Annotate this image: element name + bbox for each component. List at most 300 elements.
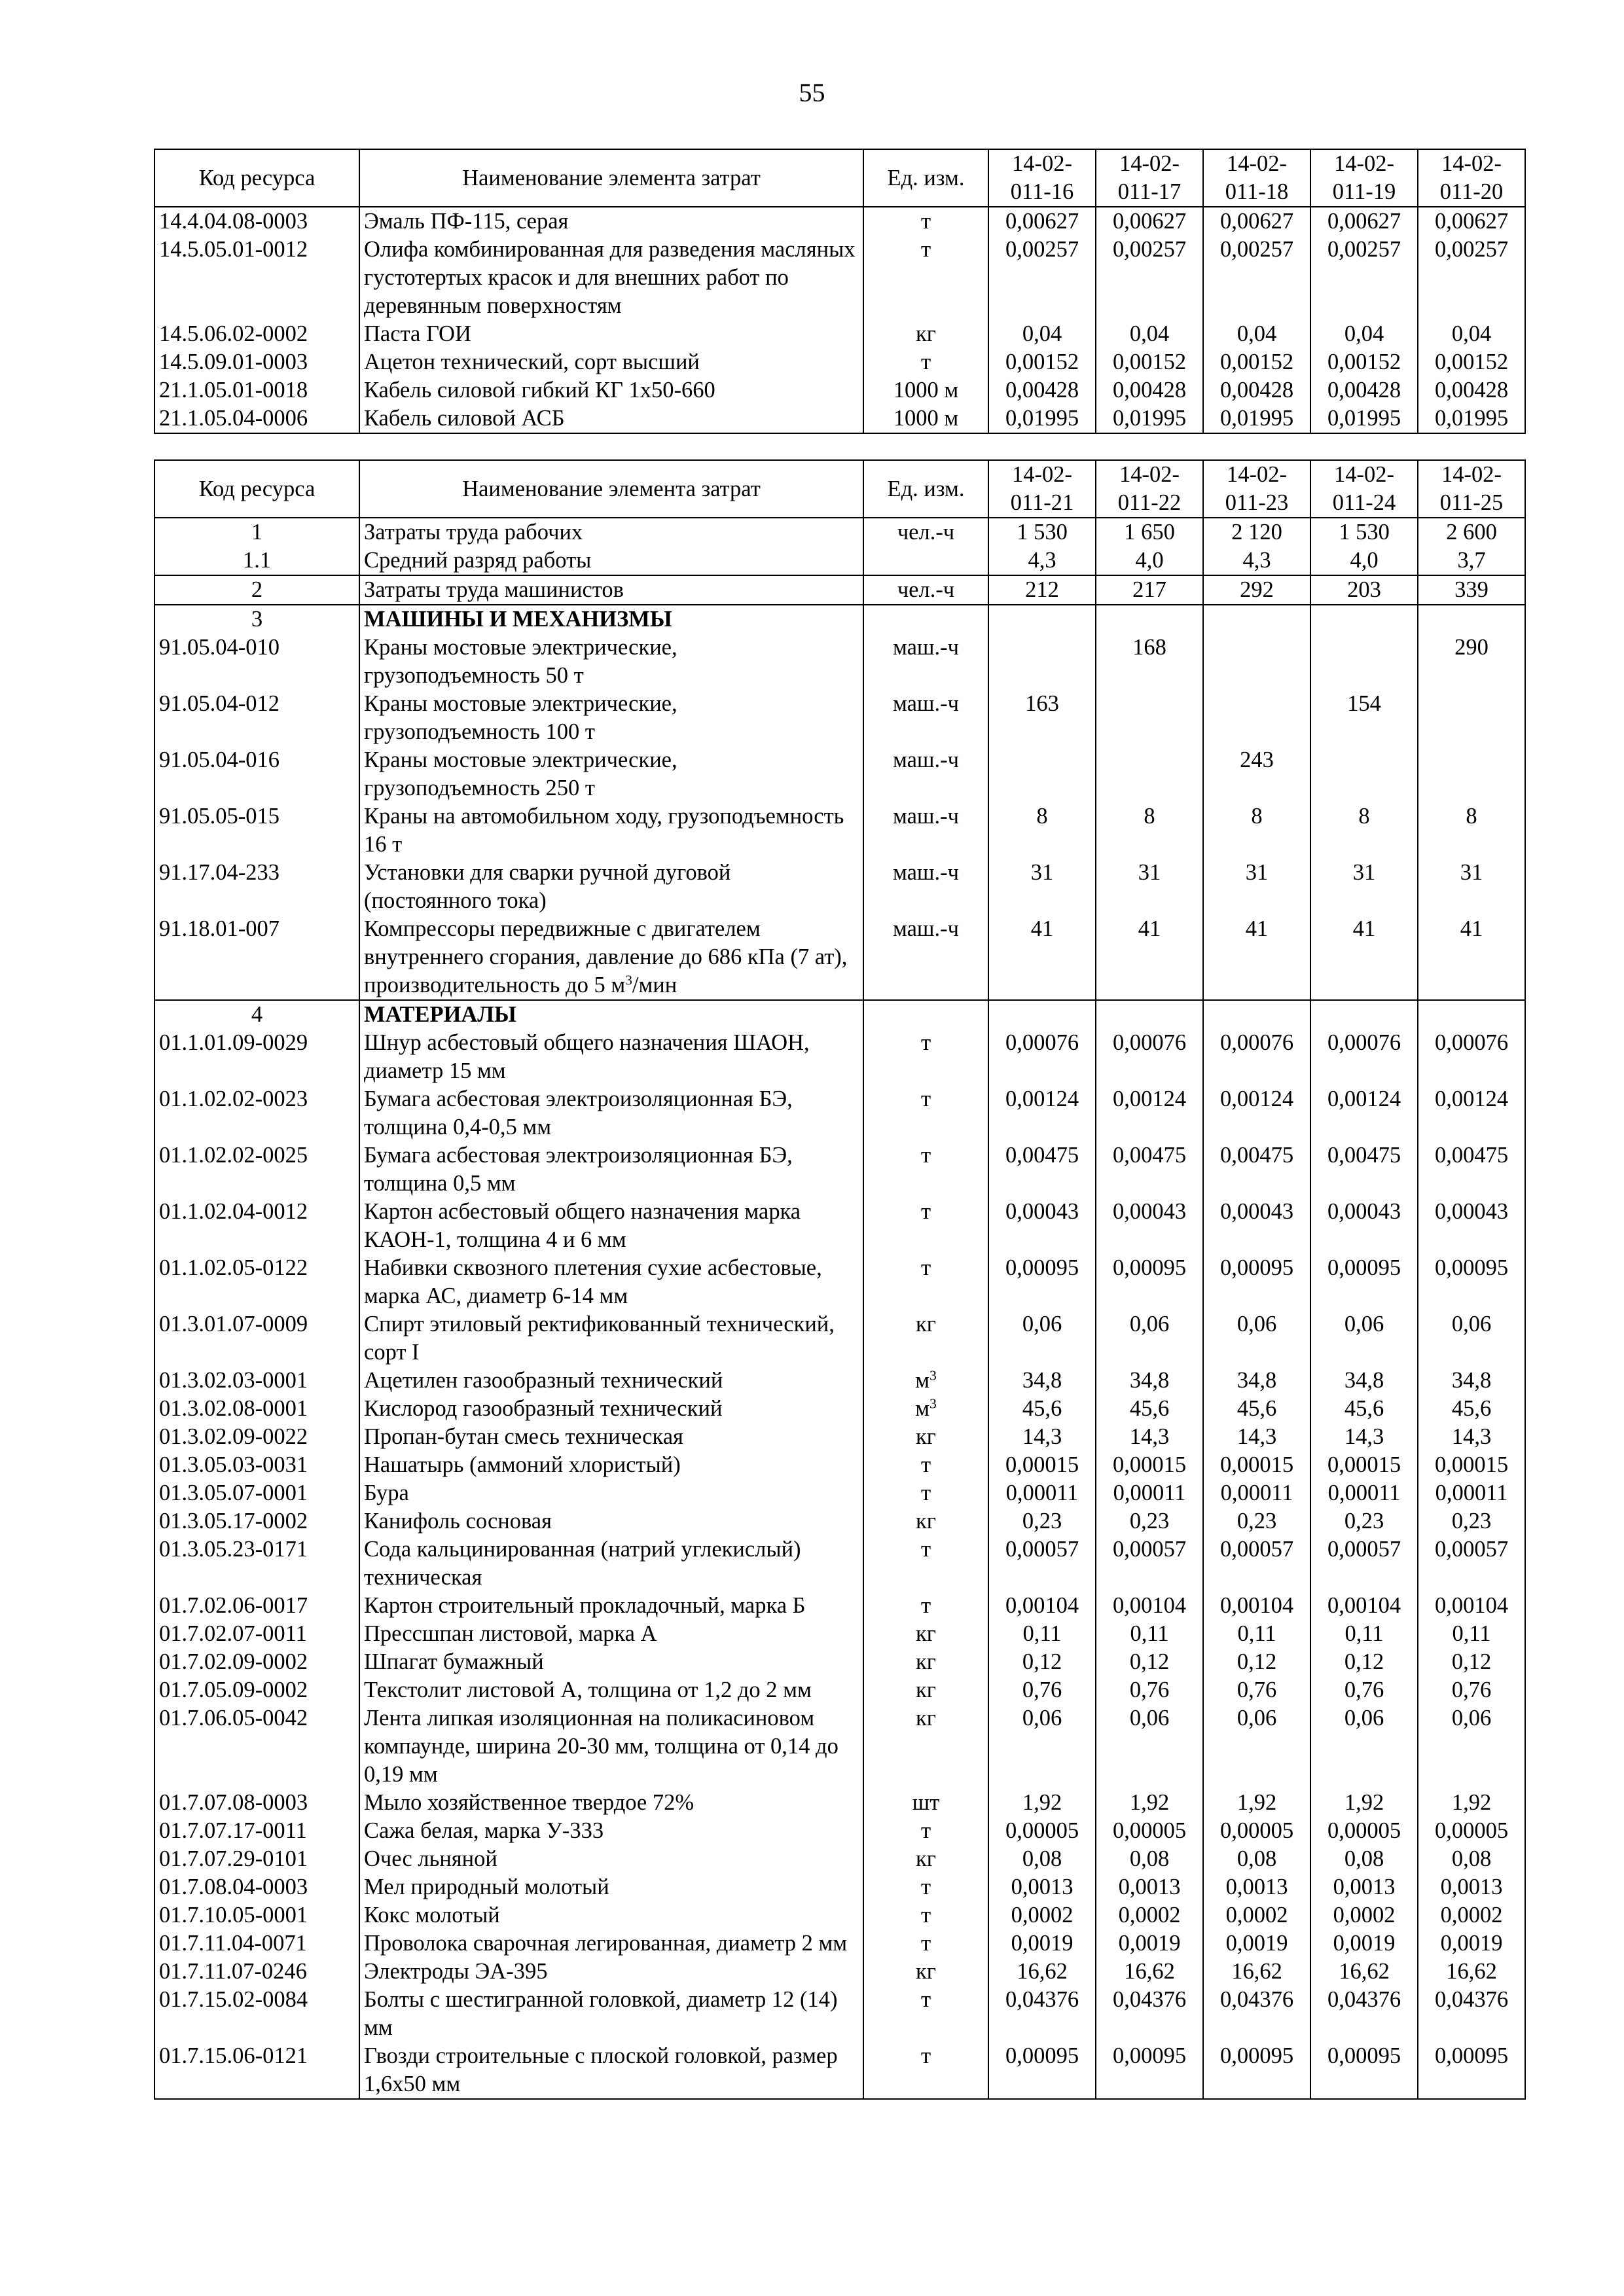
norm-value: 31 (1310, 859, 1418, 915)
header-unit: Ед. изм. (863, 149, 988, 207)
norm-value: 8 (1203, 802, 1310, 859)
unit-of-measure: т (863, 348, 988, 376)
table-row (154, 376, 1525, 404)
resource-code: 01.1.02.05-0122 (154, 1254, 359, 1310)
norm-value: 0,0002 (1418, 1901, 1525, 1929)
norm-value: 0,00011 (1418, 1479, 1525, 1507)
resource-code: 01.7.05.09-0002 (154, 1676, 359, 1704)
norm-value: 0,00627 (1203, 207, 1310, 236)
resource-code: 91.05.04-016 (154, 746, 359, 802)
cost-element-name: Паста ГОИ (359, 320, 863, 348)
header-col-4: 14-02- 011-24 (1310, 460, 1418, 518)
norm-value: 0,00011 (1310, 1479, 1418, 1507)
norm-value: 34,8 (1096, 1367, 1203, 1395)
cost-element-name: Бура (359, 1479, 863, 1507)
table-body (154, 207, 1525, 433)
norm-value: 0,00124 (988, 1085, 1096, 1141)
norm-value: 168 (1096, 634, 1203, 690)
norm-value: 0,0013 (1096, 1873, 1203, 1901)
norm-value: 0,00005 (1418, 1817, 1525, 1845)
header-col-3: 14-02- 011-23 (1203, 460, 1310, 518)
cost-element-name: Эмаль ПФ-115, серая (359, 207, 863, 236)
table-row (154, 1507, 1525, 1535)
resource-code: 91.05.04-010 (154, 634, 359, 690)
norm-value: 0,08 (1096, 1845, 1203, 1873)
resource-code: 1 (154, 518, 359, 547)
resource-code: 14.5.06.02-0002 (154, 320, 359, 348)
norm-value: 0,04 (1310, 320, 1418, 348)
table-row (154, 1451, 1525, 1479)
norm-value: 0,00257 (1310, 236, 1418, 320)
norm-value: 14,3 (1203, 1423, 1310, 1451)
unit-of-measure: т (863, 1873, 988, 1901)
header-unit: Ед. изм. (863, 460, 988, 518)
cost-element-name: Затраты труда машинистов (359, 575, 863, 605)
norm-value: 41 (1096, 915, 1203, 1000)
table-row (154, 1592, 1525, 1620)
norm-value (1203, 634, 1310, 690)
unit-of-measure: кг (863, 1507, 988, 1535)
unit-of-measure (863, 1000, 988, 1029)
norm-value: 31 (988, 859, 1096, 915)
table-header-row (154, 460, 1525, 518)
norm-value: 2 600 (1418, 518, 1525, 547)
table-row (154, 859, 1525, 915)
norm-value: 0,06 (1310, 1310, 1418, 1367)
norm-value: 34,8 (1418, 1367, 1525, 1395)
norm-value: 1,92 (1418, 1789, 1525, 1817)
unit-of-measure: т (863, 1535, 988, 1592)
norm-value (1096, 1000, 1203, 1029)
unit-of-measure: т (863, 1451, 988, 1479)
unit-of-measure: маш.-ч (863, 802, 988, 859)
norm-value: 0,00076 (988, 1029, 1096, 1085)
cost-element-name: Текстолит листовой А, толщина от 1,2 до 2 мм (359, 1676, 863, 1704)
norm-value: 0,00152 (1096, 348, 1203, 376)
unit-of-measure: т (863, 1592, 988, 1620)
header-resource-code: Код ресурса (154, 149, 359, 207)
norm-value: 0,04376 (988, 1986, 1096, 2042)
norm-value: 0,00095 (1096, 1254, 1203, 1310)
table-row (154, 1901, 1525, 1929)
resource-code: 01.3.02.09-0022 (154, 1423, 359, 1451)
resource-code: 01.7.02.09-0002 (154, 1648, 359, 1676)
norm-value: 0,04 (1203, 320, 1310, 348)
norm-value: 0,0002 (1096, 1901, 1203, 1929)
cost-element-name: Установки для сварки ручной дуговой (постоянного тока) (359, 859, 863, 915)
unit-of-measure: шт (863, 1789, 988, 1817)
resource-code: 01.7.07.17-0011 (154, 1817, 359, 1845)
norm-value: 45,6 (1096, 1395, 1203, 1423)
norm-value: 0,00627 (1096, 207, 1203, 236)
norm-value: 0,00043 (1203, 1198, 1310, 1254)
norm-value: 0,04 (1096, 320, 1203, 348)
norm-value: 0,00043 (1418, 1198, 1525, 1254)
cost-element-name: Ацетилен газообразный технический (359, 1367, 863, 1395)
norm-value: 16,62 (1310, 1958, 1418, 1986)
norm-value: 0,00152 (988, 348, 1096, 376)
table-row (154, 575, 1525, 605)
norm-value: 2 120 (1203, 518, 1310, 547)
unit-of-measure: чел.-ч (863, 575, 988, 605)
unit-text: м (915, 1396, 930, 1421)
norm-value: 45,6 (1418, 1395, 1525, 1423)
norm-value: 0,04 (1418, 320, 1525, 348)
table-row (154, 1085, 1525, 1141)
norm-value: 34,8 (1203, 1367, 1310, 1395)
norm-value: 8 (1418, 802, 1525, 859)
norm-value: 0,00057 (1203, 1535, 1310, 1592)
norm-value: 0,12 (1203, 1648, 1310, 1676)
unit-of-measure (863, 605, 988, 634)
norm-value: 0,04376 (1418, 1986, 1525, 2042)
resource-code: 01.1.02.02-0025 (154, 1141, 359, 1198)
norm-value: 0,00015 (1203, 1451, 1310, 1479)
norm-value: 0,00095 (1310, 1254, 1418, 1310)
norm-value (1203, 690, 1310, 746)
norm-value: 163 (988, 690, 1096, 746)
table-row (154, 1367, 1525, 1395)
table-row (154, 547, 1525, 575)
unit-of-measure: т (863, 1901, 988, 1929)
table-body (154, 518, 1525, 2099)
norm-value: 0,0019 (988, 1929, 1096, 1958)
norm-value: 0,08 (1203, 1845, 1310, 1873)
resource-code: 01.3.01.07-0009 (154, 1310, 359, 1367)
cost-element-name: Электроды ЭА-395 (359, 1958, 863, 1986)
norm-value: 45,6 (1310, 1395, 1418, 1423)
resource-code: 1.1 (154, 547, 359, 575)
norm-value: 0,00095 (1418, 2042, 1525, 2099)
norm-value (988, 1000, 1096, 1029)
norm-value: 0,00076 (1310, 1029, 1418, 1085)
cost-element-name: МАТЕРИАЛЫ (359, 1000, 863, 1029)
norm-value: 4,3 (1203, 547, 1310, 575)
norm-value (1096, 690, 1203, 746)
resource-code: 01.7.08.04-0003 (154, 1873, 359, 1901)
resource-code: 91.17.04-233 (154, 859, 359, 915)
table-row (154, 634, 1525, 690)
table-row (154, 348, 1525, 376)
norm-value: 0,0002 (1203, 1901, 1310, 1929)
norm-value: 0,00015 (988, 1451, 1096, 1479)
table-row (154, 1704, 1525, 1789)
norm-value: 0,00095 (1203, 1254, 1310, 1310)
norm-value: 0,00015 (1310, 1451, 1418, 1479)
norm-value: 16,62 (1096, 1958, 1203, 1986)
cost-element-name: Шпагат бумажный (359, 1648, 863, 1676)
norm-value: 0,0019 (1310, 1929, 1418, 1958)
norm-value: 0,00475 (988, 1141, 1096, 1198)
table-row (154, 746, 1525, 802)
norm-value: 0,11 (988, 1620, 1096, 1648)
unit-of-measure: т (863, 207, 988, 236)
resource-code: 01.7.15.06-0121 (154, 2042, 359, 2099)
header-cost-element-name: Наименование элемента затрат (359, 149, 863, 207)
norm-value: 4,0 (1310, 547, 1418, 575)
norm-value: 0,00428 (1203, 376, 1310, 404)
cost-element-name: Очес льняной (359, 1845, 863, 1873)
norm-value: 0,00257 (1096, 236, 1203, 320)
resource-code: 01.7.15.02-0084 (154, 1986, 359, 2042)
norm-value: 31 (1418, 859, 1525, 915)
norm-value: 1 530 (1310, 518, 1418, 547)
cost-element-name: Кабель силовой АСБ (359, 404, 863, 433)
unit-of-measure: маш.-ч (863, 690, 988, 746)
unit-of-measure: т (863, 1817, 988, 1845)
norm-value: 0,00076 (1096, 1029, 1203, 1085)
norm-value: 0,06 (1418, 1310, 1525, 1367)
norm-value (1418, 605, 1525, 634)
norm-value: 0,23 (1310, 1507, 1418, 1535)
norm-value: 0,00095 (1310, 2042, 1418, 2099)
norm-value: 0,00043 (988, 1198, 1096, 1254)
table-row (154, 1789, 1525, 1817)
norm-value: 45,6 (988, 1395, 1096, 1423)
norm-value: 0,06 (1418, 1704, 1525, 1789)
norm-value: 0,00428 (1096, 376, 1203, 404)
norm-value: 34,8 (988, 1367, 1096, 1395)
table-row (154, 1845, 1525, 1873)
norm-value: 0,76 (1096, 1676, 1203, 1704)
unit-of-measure: т (863, 1986, 988, 2042)
norm-value: 0,00124 (1203, 1085, 1310, 1141)
norm-value: 0,00152 (1310, 348, 1418, 376)
cost-element-name: Набивки сквозного плетения сухие асбестовые, марка АС, диаметр 6-14 мм (359, 1254, 863, 1310)
table-row (154, 1958, 1525, 1986)
norm-value: 0,00076 (1203, 1029, 1310, 1085)
page-number: 55 (799, 78, 825, 107)
norm-value: 16,62 (1418, 1958, 1525, 1986)
table-row (154, 2042, 1525, 2099)
norm-value: 0,00095 (988, 1254, 1096, 1310)
norm-value: 0,11 (1096, 1620, 1203, 1648)
resource-code: 01.3.02.03-0001 (154, 1367, 359, 1395)
cost-element-name: Сода кальцинированная (натрий углекислый) техническая (359, 1535, 863, 1592)
cost-element-name: Болты с шестигранной головкой, диаметр 12 (14) мм (359, 1986, 863, 2042)
norm-value (1310, 605, 1418, 634)
norm-value: 8 (1096, 802, 1203, 859)
unit-of-measure: кг (863, 1958, 988, 1986)
norm-value: 0,0013 (1310, 1873, 1418, 1901)
unit-of-measure: т (863, 236, 988, 320)
norm-value: 0,01995 (1310, 404, 1418, 433)
table-row (154, 1873, 1525, 1901)
table-header-row (154, 149, 1525, 207)
cost-element-name: Краны мостовые электрические, грузоподъемность 250 т (359, 746, 863, 802)
resource-code: 01.1.02.02-0023 (154, 1085, 359, 1141)
norm-value: 41 (1310, 915, 1418, 1000)
norm-value: 0,00124 (1096, 1085, 1203, 1141)
norm-value: 0,00005 (1203, 1817, 1310, 1845)
norm-value: 0,0002 (1310, 1901, 1418, 1929)
norm-value: 0,00104 (1310, 1592, 1418, 1620)
norm-value: 0,00257 (1418, 236, 1525, 320)
norm-value (1418, 690, 1525, 746)
unit-superscript: 3 (929, 1367, 937, 1384)
unit-of-measure: т (863, 1254, 988, 1310)
unit-of-measure: маш.-ч (863, 915, 988, 1000)
norm-value: 0,00475 (1310, 1141, 1418, 1198)
unit-of-measure: кг (863, 1845, 988, 1873)
header-col-3: 14-02- 011-18 (1203, 149, 1310, 207)
unit-of-measure: т (863, 2042, 988, 2099)
name-tail: /мин (632, 973, 677, 997)
resource-code: 14.5.09.01-0003 (154, 348, 359, 376)
norm-value: 0,06 (1096, 1310, 1203, 1367)
norm-value: 41 (1418, 915, 1525, 1000)
norm-value: 243 (1203, 746, 1310, 802)
table-row (154, 1029, 1525, 1085)
header-resource-code: Код ресурса (154, 460, 359, 518)
norm-value: 1,92 (1203, 1789, 1310, 1817)
table-row (154, 1817, 1525, 1845)
resource-code: 01.7.02.06-0017 (154, 1592, 359, 1620)
resource-code: 01.3.05.03-0031 (154, 1451, 359, 1479)
norm-value (1310, 1000, 1418, 1029)
norm-value: 0,00011 (988, 1479, 1096, 1507)
resource-code: 01.7.11.04-0071 (154, 1929, 359, 1958)
norm-value: 0,06 (1310, 1704, 1418, 1789)
norm-value: 0,06 (988, 1310, 1096, 1367)
norm-value: 0,00627 (1310, 207, 1418, 236)
resource-code: 14.4.04.08-0003 (154, 207, 359, 236)
table-row (154, 320, 1525, 348)
norm-value: 1,92 (1310, 1789, 1418, 1817)
cost-element-name: Сажа белая, марка У-333 (359, 1817, 863, 1845)
norm-value: 0,00015 (1096, 1451, 1203, 1479)
resource-code: 3 (154, 605, 359, 634)
name-text: Компрессоры передвижные с двигателем внутреннего сгорания, давление до 686 кПа (7 ат), производительность до 5 м (364, 916, 848, 997)
resource-code: 91.05.05-015 (154, 802, 359, 859)
norm-value: 0,0013 (1203, 1873, 1310, 1901)
resource-code: 01.1.01.09-0029 (154, 1029, 359, 1085)
norm-value: 0,12 (988, 1648, 1096, 1676)
norm-value: 0,00043 (1310, 1198, 1418, 1254)
resource-code: 14.5.05.01-0012 (154, 236, 359, 320)
resource-code: 01.7.02.07-0011 (154, 1620, 359, 1648)
norm-value (1096, 605, 1203, 634)
norm-value: 0,08 (1418, 1845, 1525, 1873)
header-col-4: 14-02- 011-19 (1310, 149, 1418, 207)
norm-value: 1 530 (988, 518, 1096, 547)
resource-code: 2 (154, 575, 359, 605)
norm-value: 0,23 (988, 1507, 1096, 1535)
unit-of-measure: кг (863, 1648, 988, 1676)
unit-of-measure (863, 1367, 988, 1395)
cost-element-name: Бумага асбестовая электроизоляционная БЭ, толщина 0,5 мм (359, 1141, 863, 1198)
table-row (154, 1929, 1525, 1958)
table-row (154, 518, 1525, 547)
cost-element-name: МАШИНЫ И МЕХАНИЗМЫ (359, 605, 863, 634)
norm-value (988, 746, 1096, 802)
unit-superscript: 3 (929, 1395, 937, 1412)
resource-table-2 (154, 459, 1526, 2100)
norm-value (988, 634, 1096, 690)
norm-value: 14,3 (1310, 1423, 1418, 1451)
norm-value (1418, 746, 1525, 802)
resource-code: 21.1.05.04-0006 (154, 404, 359, 433)
norm-value: 0,00005 (988, 1817, 1096, 1845)
norm-value: 0,00475 (1203, 1141, 1310, 1198)
norm-value: 8 (988, 802, 1096, 859)
norm-value: 217 (1096, 575, 1203, 605)
norm-value: 0,12 (1096, 1648, 1203, 1676)
resource-code: 01.3.05.07-0001 (154, 1479, 359, 1507)
header-col-5: 14-02- 011-20 (1418, 149, 1525, 207)
cost-element-name: Пропан-бутан смесь техническая (359, 1423, 863, 1451)
table-row (154, 1423, 1525, 1451)
norm-value: 14,3 (988, 1423, 1096, 1451)
norm-value: 0,06 (988, 1704, 1096, 1789)
norm-value: 3,7 (1418, 547, 1525, 575)
cost-element-name: Мел природный молотый (359, 1873, 863, 1901)
table-row (154, 1198, 1525, 1254)
resource-code: 01.7.11.07-0246 (154, 1958, 359, 1986)
table-row (154, 1479, 1525, 1507)
table-row (154, 207, 1525, 236)
norm-value: 0,01995 (1096, 404, 1203, 433)
norm-value: 0,0019 (1203, 1929, 1310, 1958)
norm-value: 0,00005 (1096, 1817, 1203, 1845)
table-row (154, 915, 1525, 1000)
cost-element-name: Шнур асбестовый общего назначения ШАОН, диаметр 15 мм (359, 1029, 863, 1085)
norm-value: 0,11 (1310, 1620, 1418, 1648)
cost-element-name: Гвозди строительные с плоской головкой, размер 1,6х50 мм (359, 2042, 863, 2099)
unit-of-measure: кг (863, 1310, 988, 1367)
norm-value: 0,00095 (1096, 2042, 1203, 2099)
cost-element-name: Кокс молотый (359, 1901, 863, 1929)
norm-value: 0,00057 (1310, 1535, 1418, 1592)
header-col-1: 14-02- 011-21 (988, 460, 1096, 518)
norm-value: 8 (1310, 802, 1418, 859)
table-row (154, 1310, 1525, 1367)
norm-value: 0,01995 (1203, 404, 1310, 433)
norm-value: 0,76 (1310, 1676, 1418, 1704)
cost-element-name: Затраты труда рабочих (359, 518, 863, 547)
cost-element-name: Проволока сварочная легированная, диаметр 2 мм (359, 1929, 863, 1958)
norm-value: 0,00057 (988, 1535, 1096, 1592)
table-row (154, 404, 1525, 433)
norm-value: 0,23 (1096, 1507, 1203, 1535)
norm-value (1203, 1000, 1310, 1029)
norm-value: 292 (1203, 575, 1310, 605)
norm-value: 41 (988, 915, 1096, 1000)
resource-code: 4 (154, 1000, 359, 1029)
norm-value: 0,00428 (1418, 376, 1525, 404)
resource-code: 01.7.10.05-0001 (154, 1901, 359, 1929)
cost-element-name: Лента липкая изоляционная на поликасиновом компаунде, ширина 20-30 мм, толщина от 0,14 до 0,19 мм (359, 1704, 863, 1789)
cost-element-name: Мыло хозяйственное твердое 72% (359, 1789, 863, 1817)
table-row (154, 605, 1525, 634)
table-row (154, 1395, 1525, 1423)
norm-value: 0,00257 (1203, 236, 1310, 320)
norm-value: 0,76 (1203, 1676, 1310, 1704)
resource-table-1 (154, 149, 1526, 434)
cost-element-name: Прессшпан листовой, марка А (359, 1620, 863, 1648)
cost-element-name: Картон строительный прокладочный, марка Б (359, 1592, 863, 1620)
norm-value: 0,00257 (988, 236, 1096, 320)
norm-value: 0,0019 (1418, 1929, 1525, 1958)
norm-value: 0,00124 (1418, 1085, 1525, 1141)
norm-value: 1,92 (988, 1789, 1096, 1817)
norm-value: 14,3 (1418, 1423, 1525, 1451)
unit-of-measure: т (863, 1479, 988, 1507)
cost-element-name: Спирт этиловый ректификованный технический, сорт I (359, 1310, 863, 1367)
norm-value: 0,08 (988, 1845, 1096, 1873)
unit-of-measure (863, 547, 988, 575)
cost-element-name: Краны мостовые электрические, грузоподъемность 100 т (359, 690, 863, 746)
